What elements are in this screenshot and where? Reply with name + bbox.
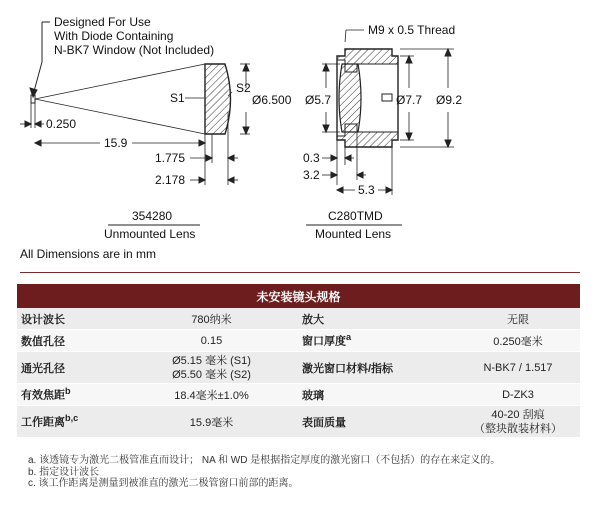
footnote-c: c. 该工作距离是测量到被准直的激光二极管窗口前部的距离。 bbox=[28, 478, 299, 489]
footnote-ref: b bbox=[65, 386, 71, 397]
table-row bbox=[17, 330, 580, 352]
table-title: 未安装镜头规格 bbox=[17, 284, 580, 308]
spec-value: 15.9毫米 bbox=[125, 406, 298, 438]
caption-left: Unmounted Lens bbox=[104, 227, 196, 241]
spec-value: D-ZK3 bbox=[456, 384, 580, 406]
spec-label: 工作距离$^{b,c}$ bbox=[17, 406, 125, 438]
dim-159: 15.9 bbox=[104, 136, 128, 150]
spec-label: 表面质量 bbox=[298, 406, 456, 438]
table-header-row bbox=[17, 284, 580, 308]
dim-53: 5.3 bbox=[358, 183, 375, 197]
dim-diameter-92: Ø9.2 bbox=[436, 93, 463, 107]
dim-0250: 0.250 bbox=[46, 117, 77, 131]
section-divider bbox=[20, 272, 580, 273]
dim-diameter-57: Ø5.7 bbox=[305, 93, 332, 107]
spec-value: 40-20 刮痕 （整块散装材料） bbox=[456, 406, 580, 438]
footnote-ref: a bbox=[346, 332, 352, 343]
spec-value: 18.4毫米±1.0% bbox=[125, 384, 298, 406]
spec-label: 玻璃 bbox=[298, 384, 456, 406]
dim-diameter-6500: Ø6.500 bbox=[252, 93, 292, 107]
dim-32: 3.2 bbox=[303, 168, 320, 182]
mounted-lens-drawing bbox=[306, 30, 454, 225]
spec-label: 设计波长 bbox=[17, 308, 125, 330]
label-s1: S1 bbox=[170, 91, 185, 105]
spec-value: Ø5.15 毫米 (S1) Ø5.50 毫米 (S2) bbox=[125, 352, 298, 384]
callout-line-3: N-BK7 Window (Not Included) bbox=[54, 43, 215, 57]
spec-label: 激光窗口材料/指标 bbox=[298, 352, 456, 384]
table-row bbox=[17, 406, 580, 438]
footnote-a: a. 该透镜专为激光二极管准直而设计； NA 和 WD 是根据指定厚度的激光窗口（不包括）的存在来定义的。 bbox=[28, 455, 501, 466]
thread-label: M9 x 0.5 Thread bbox=[368, 23, 456, 37]
spec-value: 无限 bbox=[456, 308, 580, 330]
footnotes bbox=[28, 455, 500, 490]
table-row bbox=[17, 384, 580, 406]
footnote-ref: b,c bbox=[65, 413, 79, 424]
spec-value: 0.250毫米 bbox=[456, 330, 580, 352]
specs-table bbox=[17, 284, 580, 438]
table-row bbox=[17, 352, 580, 384]
spec-label: 通光孔径 bbox=[17, 352, 125, 384]
footnote-b: b. 指定设计波长 bbox=[28, 466, 100, 478]
all-dimensions-note: All Dimensions are in mm bbox=[20, 247, 157, 261]
spec-label: 有效焦距$^b$ bbox=[17, 384, 125, 406]
caption-right: Mounted Lens bbox=[315, 227, 392, 241]
dim-diameter-77: Ø7.7 bbox=[396, 93, 423, 107]
spec-value: 780纳米 bbox=[125, 308, 298, 330]
callout-line-1: Designed For Use bbox=[54, 15, 151, 29]
dim-03: 0.3 bbox=[303, 151, 320, 165]
part-number-right: C280TMD bbox=[328, 209, 383, 223]
spec-label: 窗口厚度$^a$ bbox=[298, 330, 456, 352]
table-row bbox=[17, 308, 580, 330]
spec-label: 数值孔径 bbox=[17, 330, 125, 352]
spec-label: 放大 bbox=[298, 308, 456, 330]
part-number-left: 354280 bbox=[132, 209, 173, 223]
dim-2178: 2.178 bbox=[155, 173, 186, 187]
callout-line-2: With Diode Containing bbox=[54, 29, 174, 43]
spec-value: N-BK7 / 1.517 bbox=[456, 352, 580, 384]
label-s2: S2 bbox=[236, 81, 251, 95]
dim-1775: 1.775 bbox=[155, 151, 186, 165]
spec-value: 0.15 bbox=[125, 330, 298, 352]
